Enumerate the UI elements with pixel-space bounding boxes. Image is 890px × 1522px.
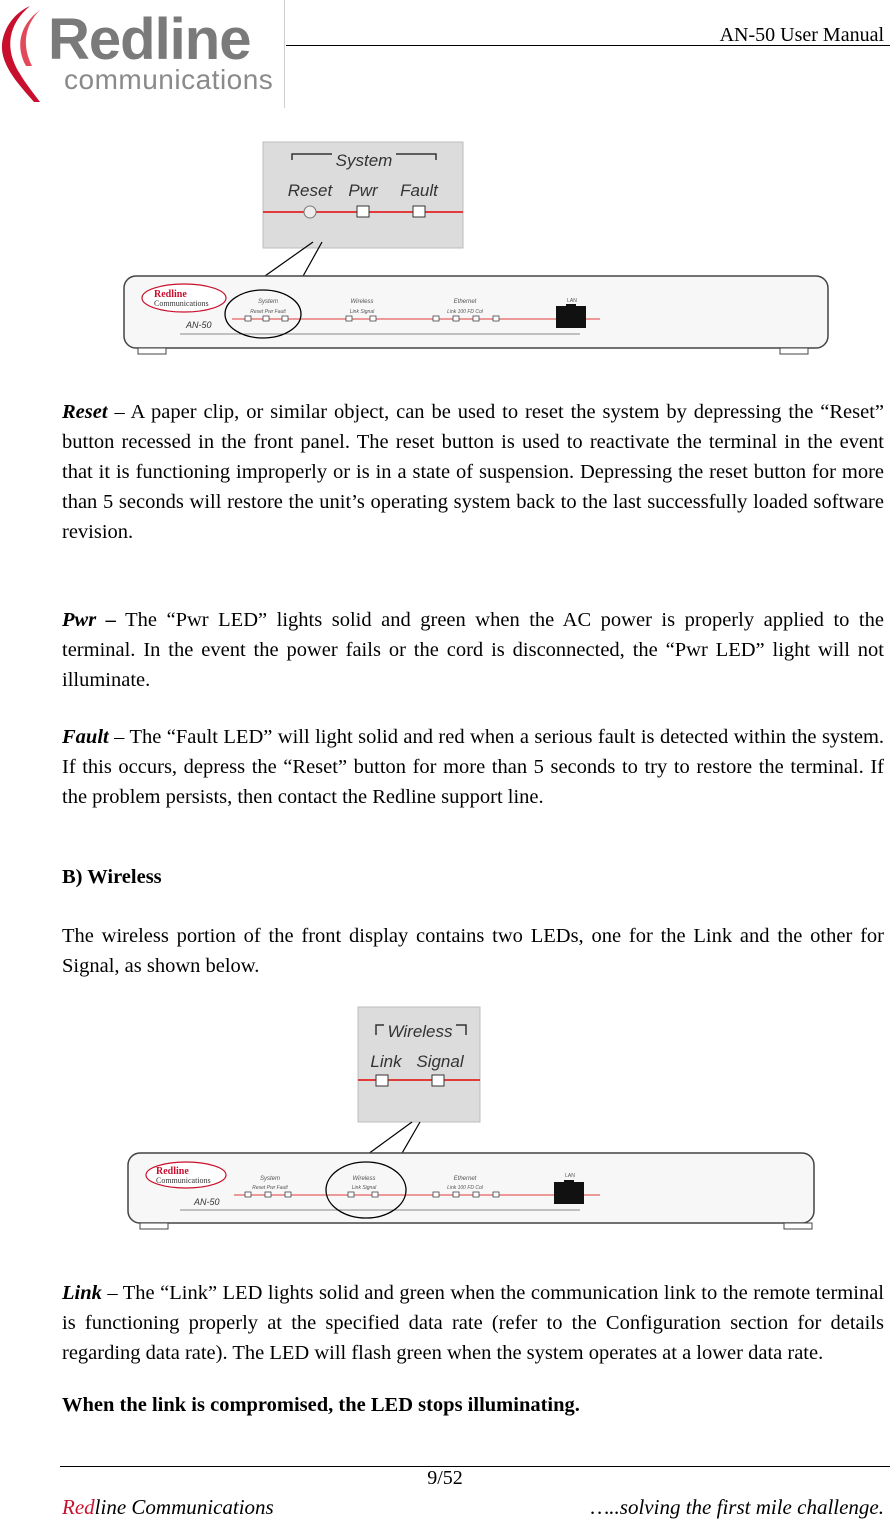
pwr-led-icon: [357, 206, 369, 217]
footer-tagline: …..solving the first mile challenge.: [590, 1495, 884, 1519]
fault-paragraph: [62, 722, 884, 812]
device-brand-line1: Redline: [156, 1166, 189, 1177]
redline-logo: [0, 0, 290, 110]
callout-label-pwr: Pwr: [348, 181, 378, 200]
reset-text: – A paper clip, or similar object, can be used to reset the system by depressing the “Reset” button recessed in the front panel. The reset button is used to reactivate the terminal in the event that it is functioning improperly or is in a state of suspension. Depressing the reset button for more than 5 seconds will restore the unit’s operating system back to the last successfully loaded software revision.: [62, 401, 884, 543]
device-group-system: System: [259, 1176, 281, 1182]
footer-company-red: Red: [62, 1495, 95, 1519]
manual-title: AN-50 User Manual: [719, 24, 884, 46]
redline-swoosh-icon: [0, 4, 48, 104]
device-group-wireless: Wireless: [352, 1176, 376, 1182]
pwr-paragraph: [62, 605, 884, 695]
device-brand-line2: Communications: [156, 1176, 211, 1185]
signal-led-icon: [432, 1075, 444, 1086]
an50-device: [128, 1153, 814, 1229]
fault-text: – The “Fault LED” will light solid and red when a serious fault is detected within the system. If this occurs, depress the “Reset” button for more than 5 seconds to try to restore the terminal. If the problem persists, then contact the Redline support line.: [62, 726, 885, 808]
device-wireless-labels: Link Signal: [349, 309, 375, 315]
device-group-system: System: [257, 299, 279, 305]
wireless-led-figure: [120, 1005, 832, 1250]
pwr-text: The “Pwr LED” lights solid and green when the AC power is properly applied to the terminal. In the event the power fails or the cord is disconnected, the “Pwr LED” light will not illuminate.: [62, 609, 884, 691]
link-paragraph: [62, 1278, 884, 1368]
device-system-labels: Reset Pwr Fault: [250, 309, 286, 315]
callout-label-signal: Signal: [416, 1052, 464, 1071]
system-callout-panel: [263, 142, 463, 248]
callout-label-link: Link: [370, 1052, 402, 1071]
footer-company: [62, 1495, 274, 1520]
logo-divider: [284, 0, 285, 108]
reset-button-icon: [304, 206, 316, 218]
callout-label-reset: Reset: [287, 181, 333, 200]
section-heading-wireless: B) Wireless: [62, 866, 162, 888]
device-brand-line1: Redline: [154, 289, 187, 300]
callout-label-fault: Fault: [400, 181, 438, 200]
page-number: 9/52: [427, 1467, 463, 1489]
pwr-term: Pwr –: [62, 609, 116, 631]
device-brand-line2: Communications: [154, 299, 209, 308]
logo-subword: communications: [64, 64, 274, 95]
callout-group-label: Wireless: [387, 1022, 453, 1041]
link-led-icon: [376, 1075, 388, 1086]
device-ethernet-labels: Link 100 FD Col: [447, 1185, 483, 1191]
system-led-figure: [120, 138, 832, 360]
device-ethernet-labels: Link 100 FD Col: [447, 309, 483, 315]
device-model: AN-50: [186, 320, 212, 330]
fault-led-icon: [413, 206, 425, 217]
footer-company-rest: line Communications: [94, 1495, 274, 1519]
device-group-ethernet: Ethernet: [453, 1176, 477, 1182]
reset-paragraph: [62, 397, 884, 547]
device-system-labels: Reset Pwr Fault: [252, 1185, 288, 1191]
device-port-label: LAN: [565, 1173, 575, 1179]
device-group-wireless: Wireless: [350, 299, 374, 305]
link-term: Link: [62, 1282, 102, 1304]
link-bold-statement: When the link is compromised, the LED stops illuminating.: [62, 1394, 580, 1416]
lan-port-icon: [556, 306, 586, 328]
callout-group-label: System: [335, 151, 393, 170]
fault-term: Fault: [62, 726, 109, 748]
device-model: AN-50: [194, 1197, 220, 1207]
device-port-label: LAN: [567, 298, 577, 304]
device-group-ethernet: Ethernet: [453, 299, 477, 305]
reset-term: Reset: [62, 401, 108, 423]
wireless-intro-paragraph: The wireless portion of the front display contains two LEDs, one for the Link and the other for Signal, as shown below.: [62, 925, 884, 977]
device-wireless-labels: Link Signal: [351, 1185, 377, 1191]
wireless-callout-panel: [358, 1007, 480, 1122]
an50-device: [124, 276, 828, 354]
link-text: – The “Link” LED lights solid and green when the communication link to the remote terminal is functioning properly at the specified data rate (refer to the Configuration section for details regarding data rate). The LED will flash green when the system operates at a lower data rate.: [62, 1282, 884, 1364]
logo-word: Redline: [48, 7, 251, 72]
lan-port-icon: [554, 1182, 584, 1204]
